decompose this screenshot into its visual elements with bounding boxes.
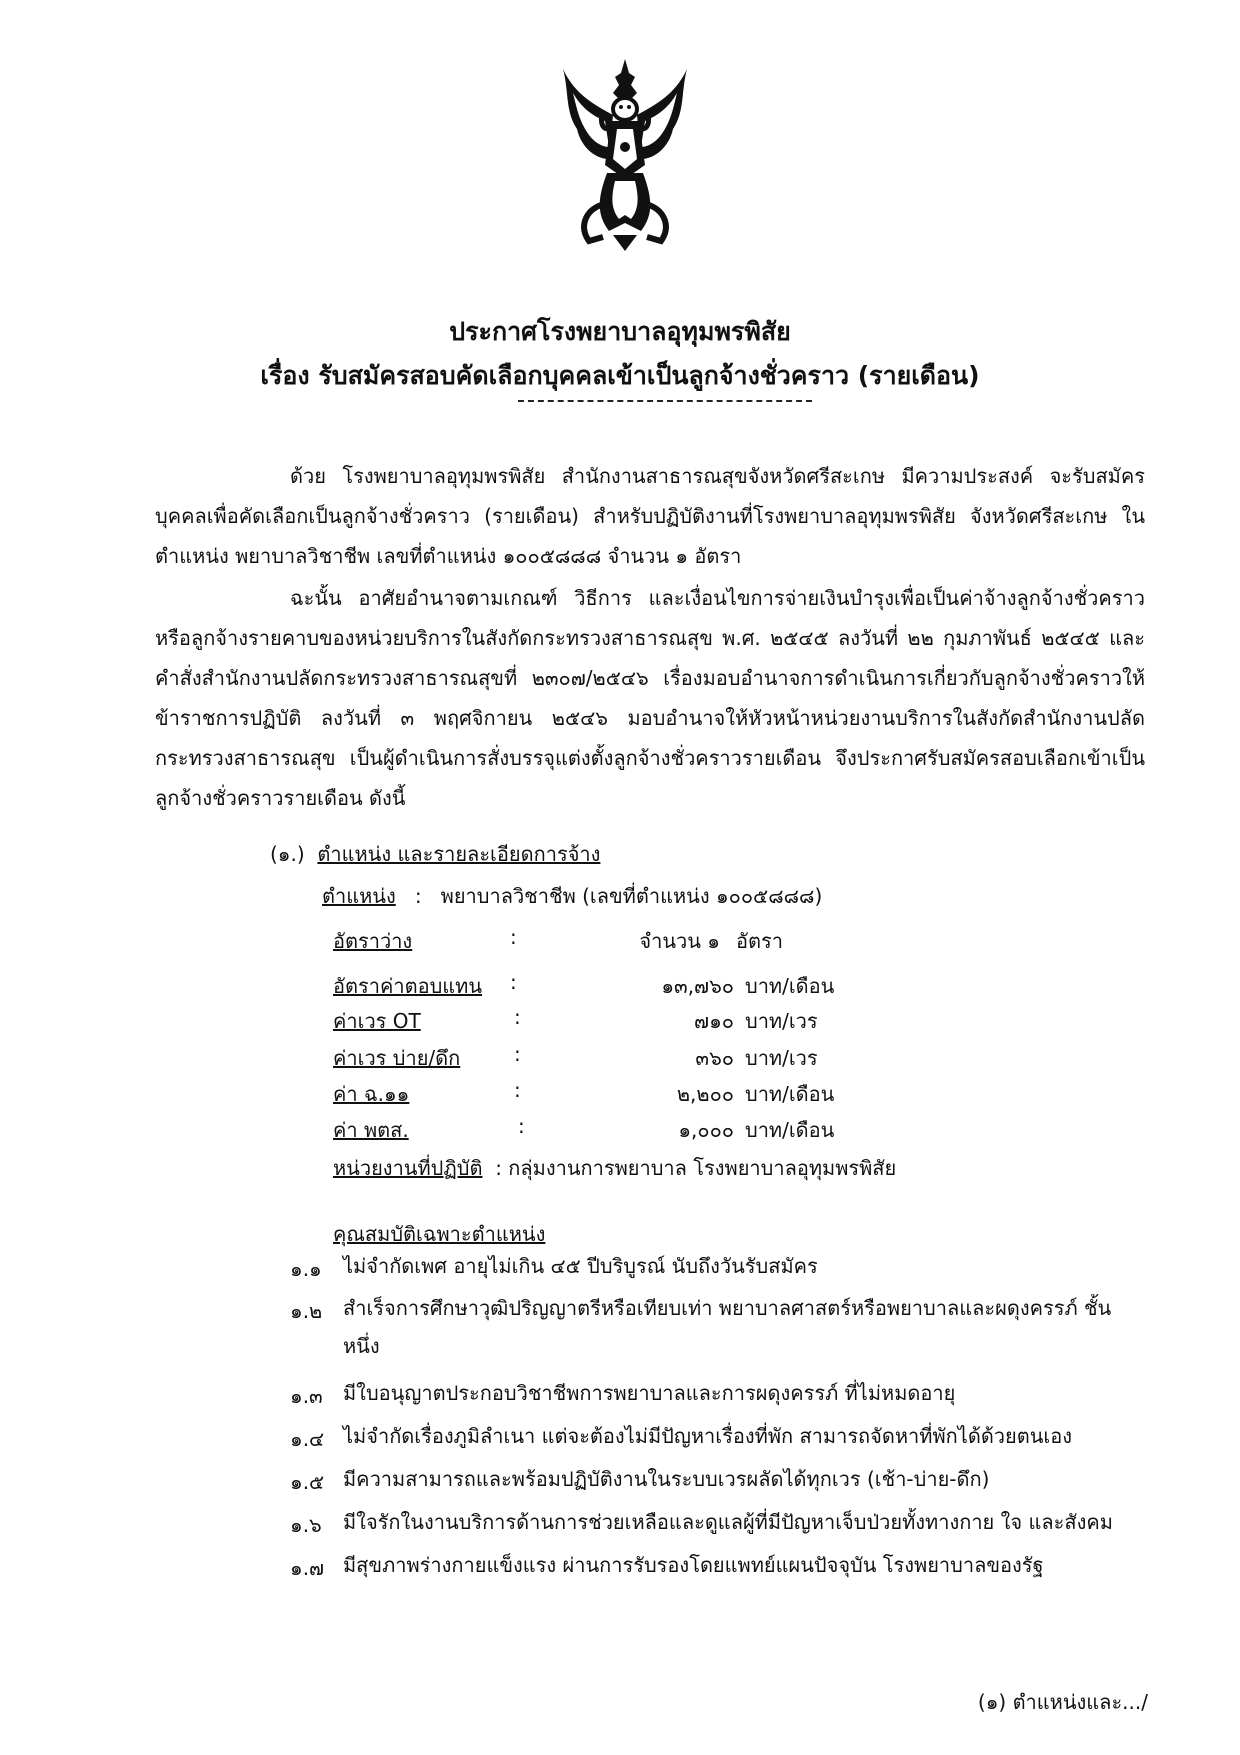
- qualification-number: ๑.๖: [290, 1513, 322, 1537]
- rate-unit: บาท/เดือน: [745, 1118, 835, 1142]
- section1-heading: [270, 838, 600, 870]
- work-unit-line: [333, 1152, 896, 1184]
- qualification-number: ๑.๔: [290, 1427, 325, 1451]
- paragraph-intro: [155, 456, 1145, 576]
- qualification-number: ๑.๗: [290, 1556, 325, 1580]
- position-line: [322, 880, 822, 912]
- qualification-text: มีสุขภาพร่างกายแข็งแรง ผ่านการรับรองโดยแพทย์แผนปัจจุบัน โรงพยาบาลของรัฐ: [343, 1553, 1044, 1577]
- rate-label: ค่าเวร OT: [333, 1009, 421, 1033]
- paragraph-authority-text: ฉะนั้น อาศัยอำนาจตามเกณฑ์ วิธีการ และเงื่อนไขการจ่ายเงินบำรุงเพื่อเป็นค่าจ้างลูกจ้างชั่วคราว หรือลูกจ้างรายคาบของหน่วยบริการในสังกัดกระทรวงสาธารณสุข พ.ศ. ๒๕๔๕ ลงวันที่ ๒๒ กุมภาพันธ์ ๒๕๔๕ และคำสั่งสำนักงานปลัดกระทรวงสาธารณสุขที่ ๒๓๐๗/๒๕๔๖ เรื่องมอบอำนาจการดำเนินการเกี่ยวกับลูกจ้างชั่วคราวให้ข้าราชการปฏิบัติ ลงวันที่ ๓ พฤศจิกายน ๒๕๔๖ มอบอำนาจให้หัวหน้าหน่วยงานบริการในสังกัดสำนักงานปลัดกระทรวงสาธารณสุข เป็นผู้ดำเนินการสั่งบรรจุแต่งตั้งลูกจ้างชั่วคราวรายเดือน จึงประกาศรับสมัครสอบเลือกเข้าเป็นลูกจ้างชั่วคราวรายเดือน ดังนี้: [155, 586, 1145, 810]
- rate-colon: :: [514, 1042, 521, 1066]
- qualification-text: มีใจรักในงานบริการด้านการช่วยเหลือและดูแลผู้ที่มีปัญหาเจ็บป่วยทั้งทางกาย ใจ และสังคม: [343, 1510, 1113, 1534]
- page-continuation: (๑) ตำแหน่งและ.../: [977, 1690, 1148, 1714]
- qualification-text: ไม่จำกัดเพศ อายุไม่เกิน ๔๕ ปีบริบูรณ์ นับถึงวันรับสมัคร: [343, 1254, 818, 1278]
- work-unit-value: : กลุ่มงานการพยาบาล โรงพยาบาลอุทุมพรพิสัย: [495, 1156, 897, 1180]
- rate-value: ๗๑๐: [694, 1009, 734, 1033]
- position-value: พยาบาลวิชาชีพ (เลขที่ตำแหน่ง ๑๐๐๕๘๘๘): [440, 884, 823, 908]
- rate-value: ๑,๐๐๐: [678, 1118, 734, 1142]
- rate-label: ค่า พตส.: [333, 1118, 409, 1142]
- qualification-text: สำเร็จการศึกษาวุฒิปริญญาตรีหรือเทียบเท่า พยาบาลศาสตร์หรือพยาบาลและผดุงครรภ์ ชั้นหนึ่ง: [343, 1296, 1112, 1358]
- qualification-number: ๑.๕: [290, 1470, 325, 1494]
- section1-heading-text: ตำแหน่ง และรายละเอียดการจ้าง: [317, 842, 601, 866]
- announcement-subject: เรื่อง รับสมัครสอบคัดเลือกบุคคลเข้าเป็นลูกจ้างชั่วคราว (รายเดือน): [260, 361, 980, 390]
- qualification-text: ไม่จำกัดเรื่องภูมิลำเนา แต่จะต้องไม่มีปัญหาเรื่องที่พัก สามารถจัดหาที่พักได้ด้วยตนเอง: [343, 1424, 1073, 1448]
- rate-label: อัตราว่าง: [333, 929, 413, 953]
- rate-colon: :: [514, 1005, 521, 1029]
- position-sep: :: [414, 884, 422, 908]
- rate-unit: บาท/เวร: [745, 1046, 818, 1070]
- qualification-number: ๑.๓: [290, 1384, 323, 1408]
- garuda-emblem-icon: [555, 55, 695, 255]
- section1-number: (๑.): [270, 842, 305, 866]
- rate-colon: :: [510, 925, 517, 949]
- position-label: ตำแหน่ง: [322, 884, 396, 908]
- qualification-text: มีใบอนุญาตประกอบวิชาชีพการพยาบาลและการผดุงครรภ์ ที่ไม่หมดอายุ: [343, 1381, 956, 1405]
- rate-unit: บาท/เวร: [745, 1009, 818, 1033]
- qualifications-heading: คุณสมบัติเฉพาะตำแหน่ง: [333, 1222, 546, 1246]
- qualification-text: มีความสามารถและพร้อมปฏิบัติงานในระบบเวรผลัดได้ทุกเวร (เช้า-บ่าย-ดึก): [343, 1467, 990, 1491]
- work-unit-label: หน่วยงานที่ปฏิบัติ: [333, 1156, 483, 1180]
- rate-value: ๓๖๐: [695, 1046, 734, 1070]
- title-divider: [518, 400, 812, 402]
- rate-value: ๑๓,๗๖๐: [661, 974, 734, 998]
- rate-value: ๒,๒๐๐: [676, 1082, 734, 1106]
- rate-label: ค่าเวร บ่าย/ดึก: [333, 1046, 461, 1070]
- qualification-number: ๑.๒: [290, 1299, 323, 1323]
- rate-unit: บาท/เดือน: [745, 1082, 835, 1106]
- rate-colon: :: [510, 970, 517, 994]
- qualification-number: ๑.๑: [290, 1257, 322, 1281]
- announcement-title: ประกาศโรงพยาบาลอุทุมพรพิสัย: [449, 317, 791, 346]
- rate-value: จำนวน ๑: [639, 929, 720, 953]
- rate-colon: :: [514, 1078, 521, 1102]
- rate-label: ค่า ฉ.๑๑: [333, 1082, 410, 1106]
- rate-unit: อัตรา: [736, 929, 783, 953]
- paragraph-authority: [155, 578, 1145, 818]
- rate-unit: บาท/เดือน: [745, 974, 835, 998]
- rate-label: อัตราค่าตอบแทน: [333, 974, 483, 998]
- paragraph-intro-text: ด้วย โรงพยาบาลอุทุมพรพิสัย สำนักงานสาธารณสุขจังหวัดศรีสะเกษ มีความประสงค์ จะรับสมัครบุคคลเพื่อคัดเลือกเป็นลูกจ้างชั่วคราว (รายเดือน) สำหรับปฏิบัติงานที่โรงพยาบาลอุทุมพรพิสัย จังหวัดศรีสะเกษ ในตำแหน่ง พยาบาลวิชาชีพ เลขที่ตำแหน่ง ๑๐๐๕๘๘๘ จำนวน ๑ อัตรา: [155, 464, 1145, 568]
- rate-colon: :: [518, 1114, 525, 1138]
